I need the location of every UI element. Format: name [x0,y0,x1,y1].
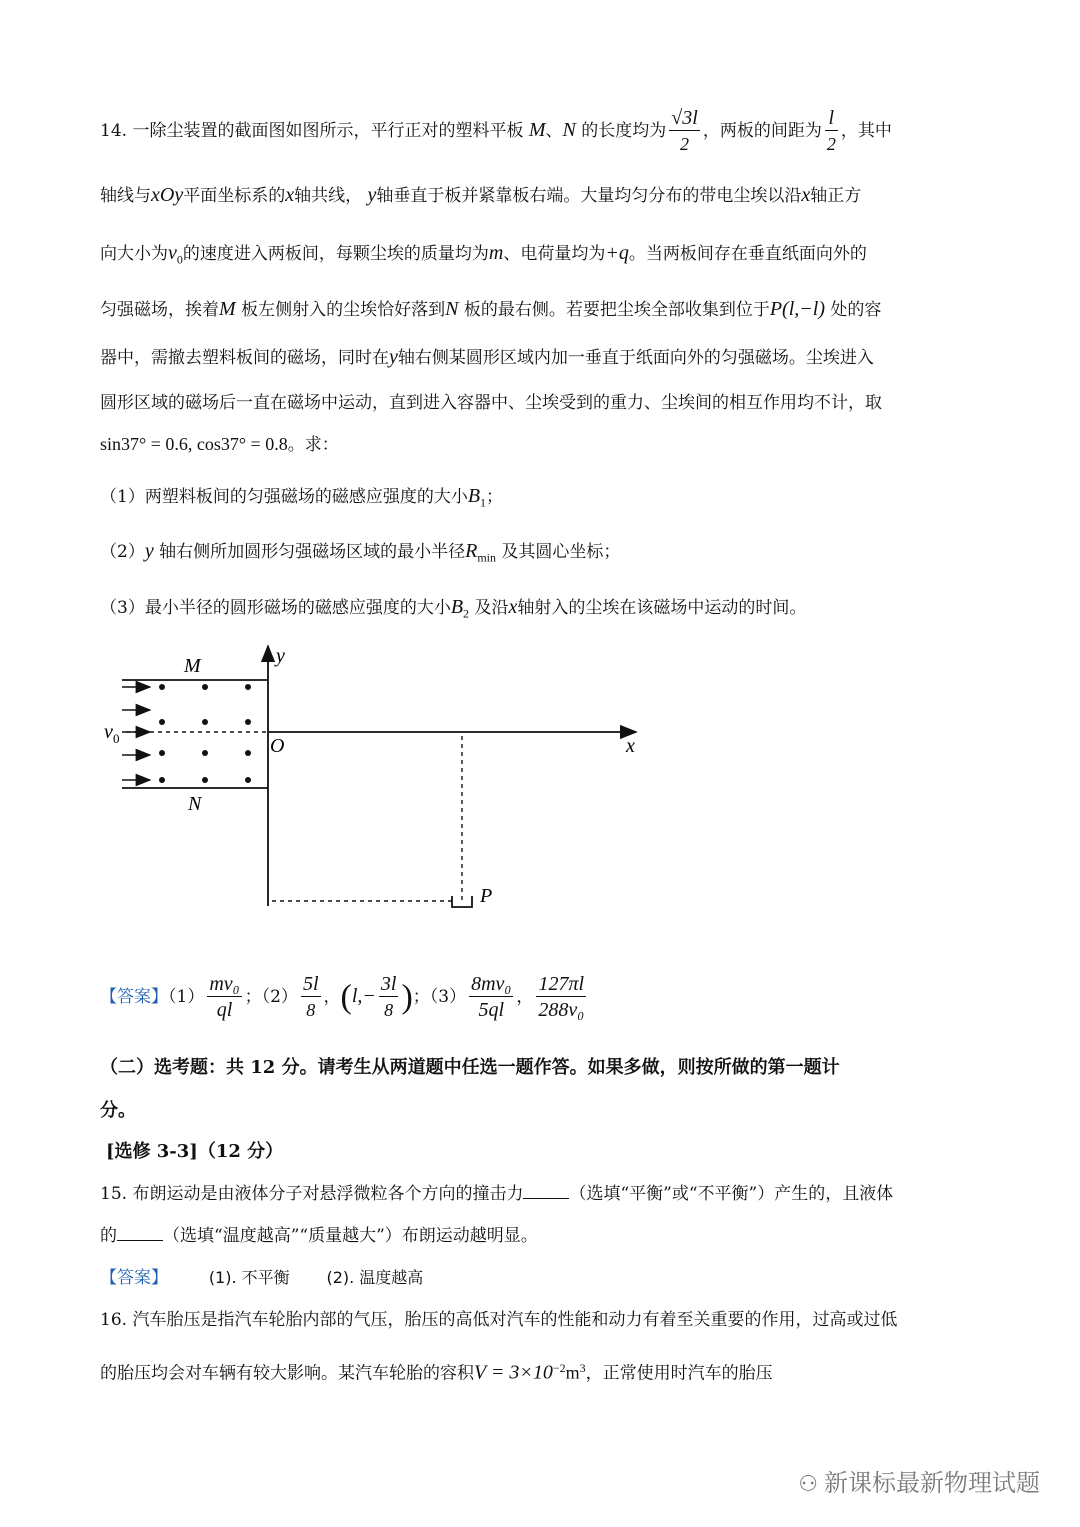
q14-line-3 [100,241,867,271]
q14-text: 向大小为 [100,244,168,264]
answer-1: (1). 不平衡 [208,1268,290,1287]
q15-line-1 [100,1182,893,1206]
fill-blank-1[interactable] [523,1184,569,1199]
fraction-denominator: 2 [826,134,836,154]
answer-part: （1） [168,987,205,1007]
length-fraction [669,106,700,157]
q15-text: 的 [100,1226,117,1246]
fraction-numerator: 3l [380,973,397,995]
answer-fraction [379,972,399,1023]
q14-sub-2 [100,539,620,569]
answer-15 [100,1266,423,1290]
math-x: x [285,184,295,206]
section-title-line-1 [100,1054,840,1082]
answer-sep: ； [412,987,430,1007]
q14-text: 轴垂直于板并紧靠板右端。大量均匀分布的带电尘埃以沿 [376,186,802,206]
answer-part: （2） [261,987,298,1007]
q16-line-1 [100,1308,897,1332]
label-x: x [626,735,635,757]
q14-text: 及其圆心坐标； [501,542,621,562]
section-title-line-2 [100,1097,136,1125]
q14-text: 轴右侧某圆形区域内加一垂直于纸面向外的匀强磁场。尘埃进入 [397,348,874,368]
plate-n: N [562,119,576,141]
math-y: y [144,540,154,562]
math-x: x [508,596,518,618]
fraction-numerator: 127πl [536,972,586,997]
q14-line-4 [100,297,881,322]
q14-text: 的速度进入两板间，每颗尘埃的质量均为 [182,244,489,264]
elective-label: [选修 3-3]（12 分） [106,1141,284,1162]
answer-2: (2). 温度越高 [326,1268,424,1287]
answer-part: （3） [429,987,467,1007]
answer-fraction [536,972,586,1023]
plate-n: N [445,298,459,320]
plate-m: M [219,298,236,320]
coordinate-x: l,− [351,985,376,1007]
fraction-denominator: 288v₀ [538,999,585,1021]
math-sub: 0 [176,252,183,267]
fill-blank-2[interactable] [117,1226,163,1241]
section-sub [106,1140,283,1164]
q14-text: 匀强磁场，挨着 [100,300,219,320]
answer-tag: 【答案】 [100,987,168,1007]
fraction-denominator: ql [216,999,233,1021]
section-title: 分。 [100,1100,136,1121]
q15-text: （选填“温度越高”“质量越大”）布朗运动越明显。 [163,1226,538,1246]
q14-line-2 [100,183,861,208]
label-p: P [480,885,493,907]
math-xoy: xOy [151,184,184,206]
q16-text: ，正常使用时汽车的胎压 [585,1363,773,1384]
fraction-numerator: √3l [671,107,698,129]
unit: m [565,1362,580,1383]
q14-text: 板的最右侧。若要把尘埃全部收集到位于 [463,300,770,320]
q14-text: 、 [545,121,563,141]
q15-line-2 [100,1224,538,1248]
q14-text: 圆形区域的磁场后一直在磁场中运动，直到进入容器中、尘埃受到的重力、尘埃间的相互作用均不计，取 [100,393,882,413]
q14-line-5 [100,345,874,370]
q14-text: 处的容 [830,300,882,320]
label-o: O [270,735,285,757]
fraction-denominator: 8 [384,1000,394,1020]
q14-text: 器中，需撤去塑料板间的磁场，同时在 [100,348,389,368]
q16-text: 16. 汽车胎压是指汽车轮胎内部的气压，胎压的高低对汽车的性能和动力有着至关重要的作用，过高或过低 [100,1310,898,1330]
q14-text: 的长度均为 [581,121,667,141]
label-n: N [188,793,202,815]
answer-tag: 【答案】 [100,1268,168,1288]
watermark-text: 新课标最新物理试题 [824,1469,1040,1497]
label-y: y [276,645,285,667]
plate-m: M [528,119,546,141]
math-sub: 1 [480,495,487,510]
q14-text: ，两板的间距为 [702,121,822,141]
gap-fraction [825,106,838,157]
q14-text: ，其中 [840,121,892,141]
q14-text: 轴右侧所加圆形匀强磁场区域的最小半径 [159,542,466,562]
answer-sep: ； [244,987,262,1007]
dust-arrows [122,687,150,780]
q14-text: 。求： [287,435,339,455]
section-title: （二）选考题：共 12 分。请考生从两道题中任选一题作答。如果多做，则按所做的第一题计 [100,1057,840,1078]
math-q: +q [605,242,629,264]
answer-sep: ， [323,987,341,1007]
q14-line-1 [100,106,892,157]
trig-values: sin37° = 0.6, cos37° = 0.8 [100,434,288,454]
q16-line-2 [100,1356,773,1386]
label-v-sub: 0 [113,731,120,746]
q14-text: 。当两板间存在垂直纸面向外的 [628,244,867,264]
watermark [798,1463,1040,1498]
q14-number: 14. [100,121,128,141]
q14-text: （2） [100,542,145,562]
fraction-numerator: l [825,106,838,131]
answer-fraction [469,972,513,1023]
math-r: R [465,540,478,562]
answer-sep: ， [516,987,534,1007]
math-x: x [801,184,811,206]
math-y: y [367,184,377,206]
label-v: v [104,721,113,743]
q14-text: 轴射入的尘埃在该磁场中运动的时间。 [517,598,807,618]
fraction-denominator: 5ql [478,999,505,1021]
math-v: v [168,242,177,264]
math-m: m [488,242,504,264]
fraction-numerator: 5l [302,973,319,995]
q16-text: 的胎压均会对车辆有较大影响。某汽车轮胎的容积 [100,1363,474,1384]
math-b: B [467,485,481,507]
q14-text: （1）两塑料板间的匀强磁场的磁感应强度的大小 [100,487,468,507]
q14-text: 、电荷量均为 [503,244,606,264]
q14-text: 板左侧射入的尘埃恰好落到 [241,300,446,320]
q14-sub-1 [100,484,503,514]
fraction-numerator: mv₀ [209,973,240,995]
q14-text: 平面坐标系的 [183,186,286,206]
exponent: 3 [579,1361,586,1375]
fraction-numerator: 8mv₀ [471,973,512,995]
answer-14: 【答案】（1） $\frac{\text{mv₀}}{ql}$ ；（2） $\frac{5l}{8}$ ，(l,− $\frac{3l}{8}$ )；（3） $\frac{\text{8mv₀}}{5ql}$ ， $\frac{127\pi l}{\text{288v₀}}$ [100,973,585,1021]
math-sub: 2 [463,606,470,621]
fraction-denominator: 8 [306,1000,316,1020]
math-sub: min [477,550,497,565]
answer-fraction [207,972,241,1023]
q14-text: 轴正方 [810,186,862,206]
point-p-coordinate: P(l,−l) [769,298,825,320]
physics-diagram [100,640,660,930]
q14-text: ； [486,487,504,507]
q14-text: 及沿 [474,598,509,618]
q15-text: 15. 布朗运动是由液体分子对悬浮微粒各个方向的撞击力 [100,1184,524,1204]
magnetic-field-dots [159,684,251,783]
wechat-icon: ⚇ [798,1472,818,1497]
q14-text: 轴共线， [294,186,363,206]
math-y: y [389,346,398,368]
exponent: −2 [552,1361,566,1375]
q14-line-6 [100,391,882,415]
answer-fraction [301,972,321,1023]
q14-text: （3）最小半径的圆形磁场的磁感应强度的大小 [100,598,451,618]
q15-text: （选填“平衡”或“不平衡”）产生的，且液体 [569,1184,894,1204]
fraction-denominator: 2 [680,134,690,154]
q14-text: 轴线与 [100,186,151,206]
label-m: M [184,655,201,677]
math-b: B [450,596,464,618]
q14-text: 一除尘装置的截面图如图所示，平行正对的塑料平板 [132,121,524,141]
tire-volume: V = 3×10 [474,1361,553,1384]
q14-sub-3 [100,595,806,625]
q14-line-7 [100,432,339,457]
